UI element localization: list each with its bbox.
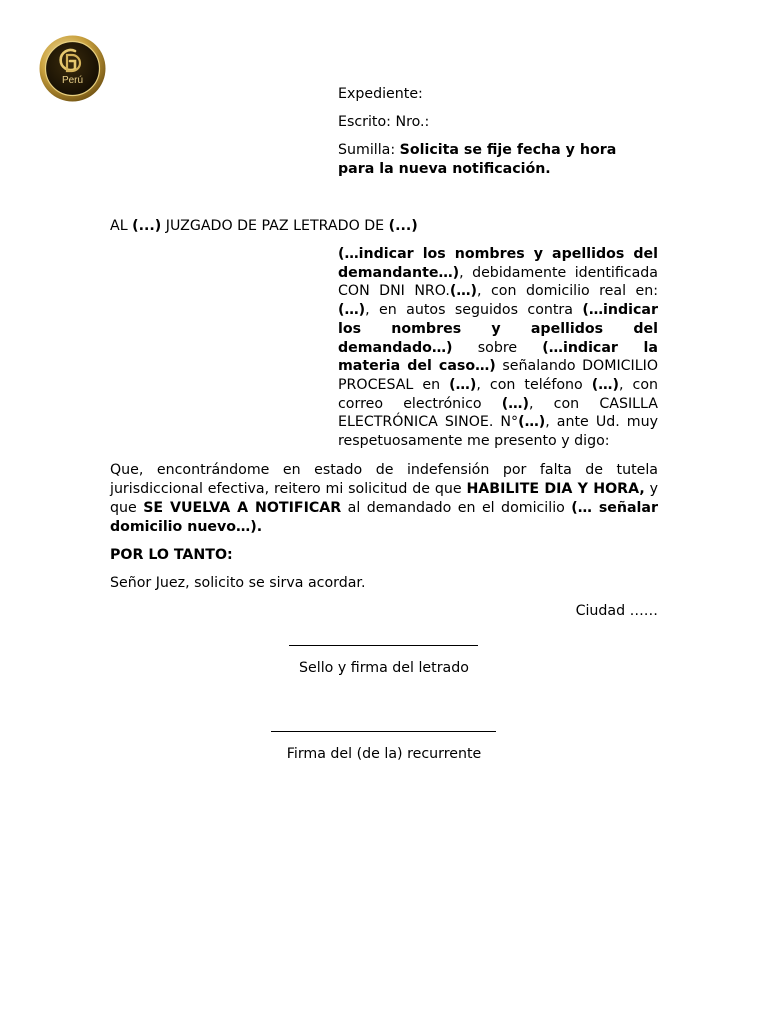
intro-text: , en autos seguidos contra: [365, 302, 583, 319]
intro-text: señalando DOMICILIO PROCESAL en: [338, 358, 658, 393]
defendant-name-placeholder: (…indicar los nombres y apellidos del demandado…): [338, 302, 658, 356]
escrito-line: Escrito: Nro.:: [338, 114, 430, 130]
body-emphasis: SE VUELVA A NOTIFICAR: [143, 500, 342, 516]
applicant-signature-line: [271, 731, 496, 732]
plaintiff-name-placeholder: (…indicar los nombres y apellidos del demandante…): [338, 246, 658, 281]
addressee-placeholder: (...): [132, 218, 162, 234]
sinoe-placeholder: (…): [518, 414, 546, 431]
body-text: Que, encontrándome en estado de indefensión por falta de tutela jurisdiccional efectiva, reitero mi solicitud de que: [110, 462, 658, 497]
email-placeholder: (…): [501, 395, 529, 412]
logo-seal-icon: [39, 35, 106, 102]
firm-logo: [39, 35, 106, 102]
case-header: [338, 85, 638, 188]
court-name: JUZGADO DE PAZ LETRADO DE: [165, 218, 385, 234]
case-matter-placeholder: (…indicar la materia del caso…): [338, 339, 658, 375]
court-location-placeholder: (...): [388, 218, 418, 234]
expediente-line: Expediente:: [338, 86, 423, 102]
address-placeholder: (…): [338, 302, 366, 319]
lawyer-signature-label: Sello y firma del letrado: [299, 660, 469, 676]
intro-text: , con domicilio real en:: [477, 283, 658, 300]
intro-text: , con correo electrónico: [338, 376, 658, 412]
procedural-address-placeholder: (…): [449, 376, 477, 393]
intro-text: sobre: [452, 339, 543, 356]
dni-placeholder: (…): [449, 283, 478, 300]
sumilla-text: Solicita se fije fecha y hora para la nueva notificación.: [338, 142, 617, 177]
intro-text: , con teléfono: [476, 376, 592, 393]
sumilla-label: Sumilla:: [338, 142, 396, 158]
phone-placeholder: (…): [591, 376, 619, 393]
lawyer-signature-line: [289, 645, 478, 646]
intro-text: , ante Ud. muy respetuosamente me presento y digo:: [338, 414, 658, 450]
addressee-prefix: AL: [110, 218, 128, 234]
court-addressee: [110, 217, 418, 236]
city-date-line: Ciudad ……: [575, 603, 658, 619]
applicant-identification-paragraph: [338, 245, 658, 451]
new-address-placeholder: (… señalar domicilio nuevo…).: [110, 500, 658, 535]
body-text: y que: [110, 481, 659, 516]
body-emphasis: HABILITE DIA Y HORA,: [466, 481, 645, 497]
svg-text:Perú: Perú: [61, 75, 84, 86]
intro-text: , debidamente identificada CON DNI NRO.: [338, 264, 658, 300]
por-lo-tanto-heading: [110, 546, 233, 565]
por-lo-tanto-text: POR LO TANTO:: [110, 547, 233, 563]
request-paragraph: [110, 461, 658, 537]
applicant-signature-label: Firma del (de la) recurrente: [286, 746, 482, 762]
closing-request: Señor Juez, solicito se sirva acordar.: [110, 575, 366, 591]
body-text: al demandado en el domicilio: [341, 500, 572, 516]
intro-text: , con CASILLA ELECTRÓNICA SINOE. N°: [338, 395, 658, 431]
sumilla-line: [338, 141, 638, 179]
